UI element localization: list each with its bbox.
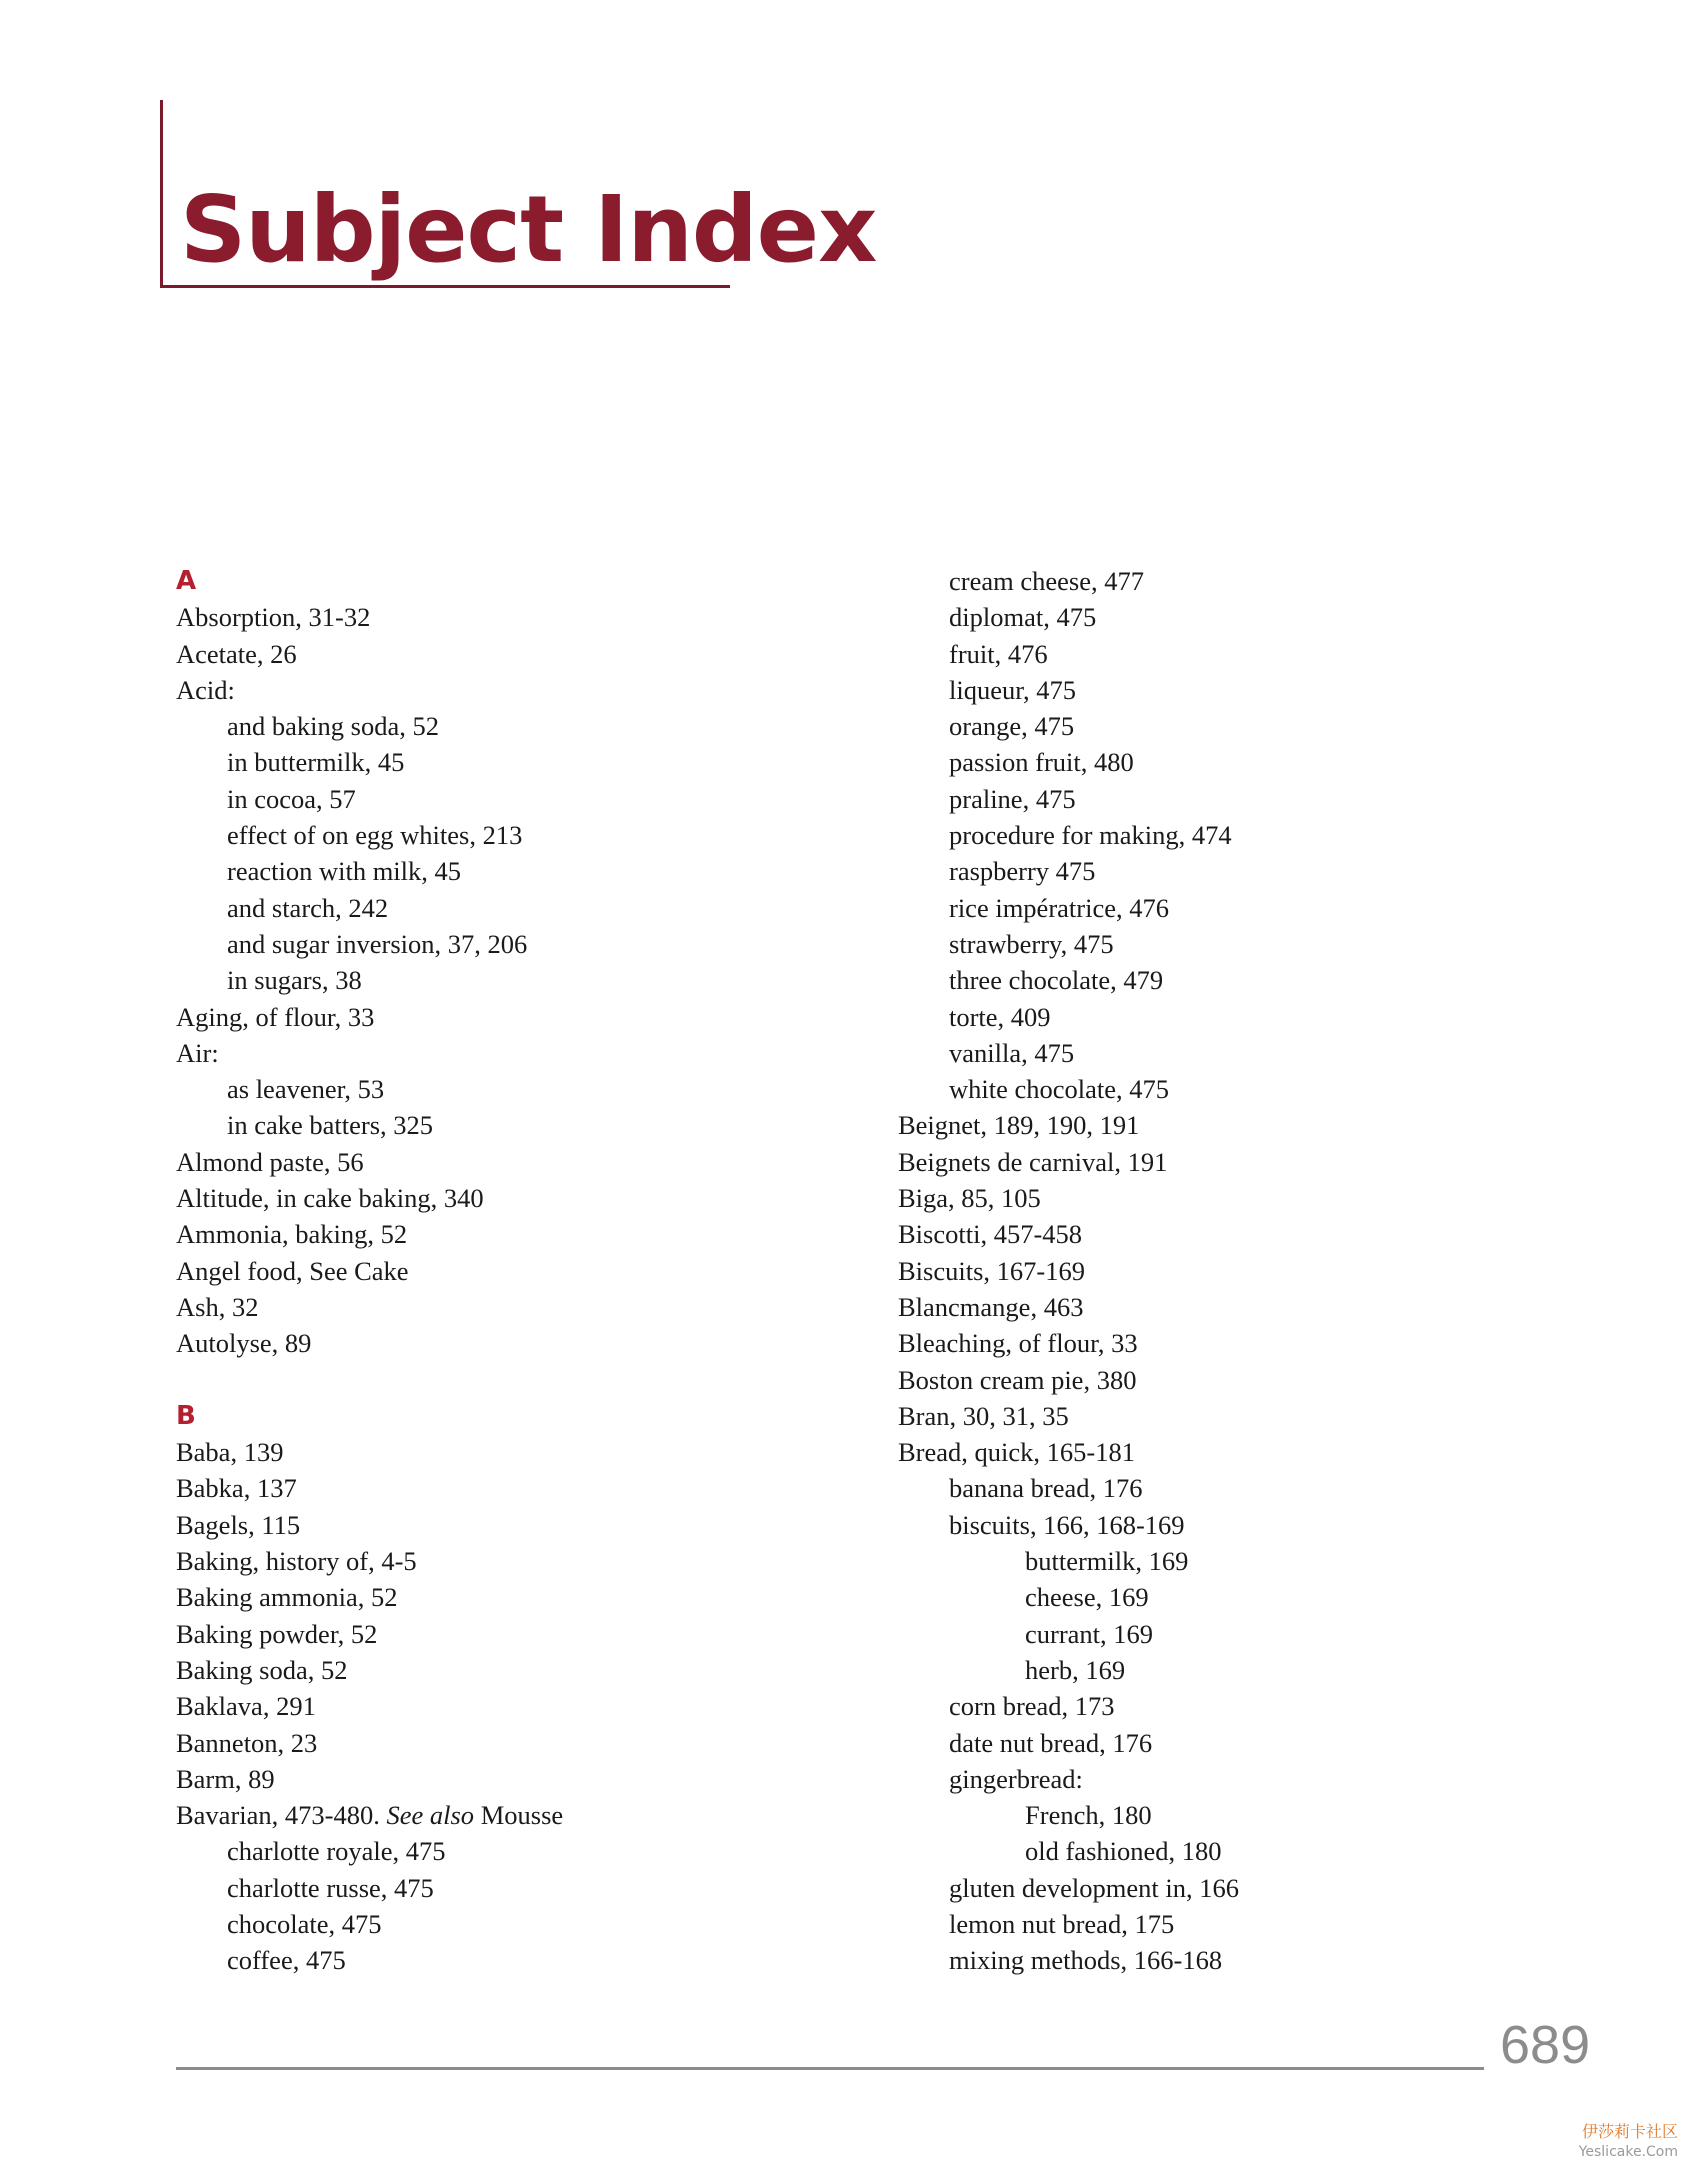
title-vertical-rule: [160, 100, 163, 288]
watermark: [1579, 2122, 1678, 2162]
index-entry: Acid:: [176, 674, 235, 705]
index-subentry: coffee, 475: [227, 1945, 346, 1976]
index-entry: Banneton, 23: [176, 1727, 318, 1758]
index-subentry: vanilla, 475: [949, 1037, 1075, 1068]
index-subentry: white chocolate, 475: [949, 1074, 1170, 1105]
index-entry: Aging, of flour, 33: [176, 1001, 375, 1032]
entry-text: Bavarian, 473-480.: [176, 1800, 387, 1831]
index-subentry: lemon nut bread, 175: [949, 1908, 1175, 1939]
index-entry: Baking, history of, 4-5: [176, 1546, 417, 1577]
index-subentry: and sugar inversion, 37, 206: [227, 928, 528, 959]
index-subentry: liqueur, 475: [949, 674, 1077, 705]
index-entry: Bran, 30, 31, 35: [898, 1400, 1069, 1431]
index-column-right: [898, 563, 1638, 1979]
title-underline: [160, 285, 730, 288]
index-subentry: French, 180: [1025, 1800, 1152, 1831]
index-subentry: reaction with milk, 45: [227, 856, 462, 887]
index-subentry: corn bread, 173: [949, 1691, 1115, 1722]
index-subentry: biscuits, 166, 168-169: [949, 1509, 1185, 1540]
index-entry: Barm, 89: [176, 1763, 275, 1794]
index-entry: Almond paste, 56: [176, 1146, 364, 1177]
watermark-url: Yeslicake.Com: [1578, 2144, 1678, 2160]
index-subentry: effect of on egg whites, 213: [227, 820, 523, 851]
index-subentry: praline, 475: [949, 783, 1076, 814]
index-subentry: in cake batters, 325: [227, 1110, 434, 1141]
index-subentry: buttermilk, 169: [1025, 1546, 1189, 1577]
index-subentry: diplomat, 475: [949, 602, 1097, 633]
index-subentry: date nut bread, 176: [949, 1727, 1153, 1758]
index-letter-heading: A: [176, 566, 197, 596]
index-subentry: rice impératrice, 476: [949, 892, 1169, 923]
index-subentry: and baking soda, 52: [227, 711, 439, 742]
index-entry: Altitude, in cake baking, 340: [176, 1183, 484, 1214]
index-entry: Bleaching, of flour, 33: [898, 1328, 1138, 1359]
index-subentry: three chocolate, 479: [949, 965, 1164, 996]
index-subentry: in cocoa, 57: [227, 783, 356, 814]
index-entry: Beignets de carnival, 191: [898, 1146, 1168, 1177]
index-subentry: torte, 409: [949, 1001, 1051, 1032]
page-number: 689: [1500, 2015, 1591, 2075]
index-entry: Acetate, 26: [176, 638, 297, 669]
index-subentry: procedure for making, 474: [949, 820, 1232, 851]
index-entry: Biscotti, 457-458: [898, 1219, 1083, 1250]
index-letter-heading: B: [176, 1400, 196, 1431]
index-entry: Biga, 85, 105: [898, 1183, 1041, 1214]
index-subentry: currant, 169: [1025, 1618, 1154, 1649]
watermark-chinese: 伊莎莉卡社区: [1581, 2122, 1678, 2141]
page-title: Subject Index: [180, 176, 877, 283]
index-subentry: and starch, 242: [227, 892, 389, 923]
index-subentry: old fashioned, 180: [1025, 1836, 1222, 1867]
see-also-target: Mousse: [474, 1800, 564, 1831]
index-entry: Autolyse, 89: [176, 1328, 312, 1359]
index-subentry: banana bread, 176: [949, 1473, 1143, 1504]
index-subentry: passion fruit, 480: [949, 747, 1134, 778]
index-entry: Biscuits, 167-169: [898, 1255, 1085, 1286]
index-subentry: raspberry 475: [949, 856, 1096, 887]
index-subentry: strawberry, 475: [949, 928, 1114, 959]
index-subentry: gluten development in, 166: [949, 1872, 1239, 1903]
index-subentry: orange, 475: [949, 711, 1075, 742]
index-entry: Baklava, 291: [176, 1691, 316, 1722]
index-subentry: cream cheese, 477: [949, 566, 1144, 596]
index-subentry: mixing methods, 166-168: [949, 1945, 1223, 1976]
index-column-left: [176, 563, 876, 1979]
index-entry: [176, 1797, 876, 1833]
index-entry: Baking ammonia, 52: [176, 1582, 398, 1613]
index-subentry: in buttermilk, 45: [227, 747, 405, 778]
index-subentry: fruit, 476: [949, 638, 1048, 669]
index-entry: Baba, 139: [176, 1437, 284, 1468]
index-entry: Blancmange, 463: [898, 1291, 1084, 1322]
index-entry: Bread, quick, 165-181: [898, 1437, 1135, 1468]
index-entry: Air:: [176, 1037, 219, 1068]
index-subentry: in sugars, 38: [227, 965, 362, 996]
see-also-reference: See also: [386, 1800, 475, 1831]
index-entry: Beignet, 189, 190, 191: [898, 1110, 1140, 1141]
index-entry: Babka, 137: [176, 1473, 297, 1504]
index-entry: Ash, 32: [176, 1291, 259, 1322]
footer-rule: [176, 2067, 1484, 2070]
index-subentry: gingerbread:: [949, 1763, 1083, 1794]
index-subentry: chocolate, 475: [227, 1908, 382, 1939]
index-subentry: cheese, 169: [1025, 1582, 1149, 1613]
index-entry: Angel food, See Cake: [176, 1255, 409, 1286]
index-subentry: as leavener, 53: [227, 1074, 385, 1105]
index-subentry: herb, 169: [1025, 1654, 1126, 1685]
index-entry: Boston cream pie, 380: [898, 1364, 1137, 1395]
index-subentry: charlotte royale, 475: [227, 1836, 446, 1867]
index-entry: Bagels, 115: [176, 1509, 301, 1540]
index-entry: Ammonia, baking, 52: [176, 1219, 408, 1250]
index-entry: Baking soda, 52: [176, 1654, 348, 1685]
index-entry: Baking powder, 52: [176, 1618, 378, 1649]
section-spacer: [176, 1362, 876, 1398]
index-entry: Absorption, 31-32: [176, 602, 371, 633]
index-subentry: charlotte russe, 475: [227, 1872, 434, 1903]
